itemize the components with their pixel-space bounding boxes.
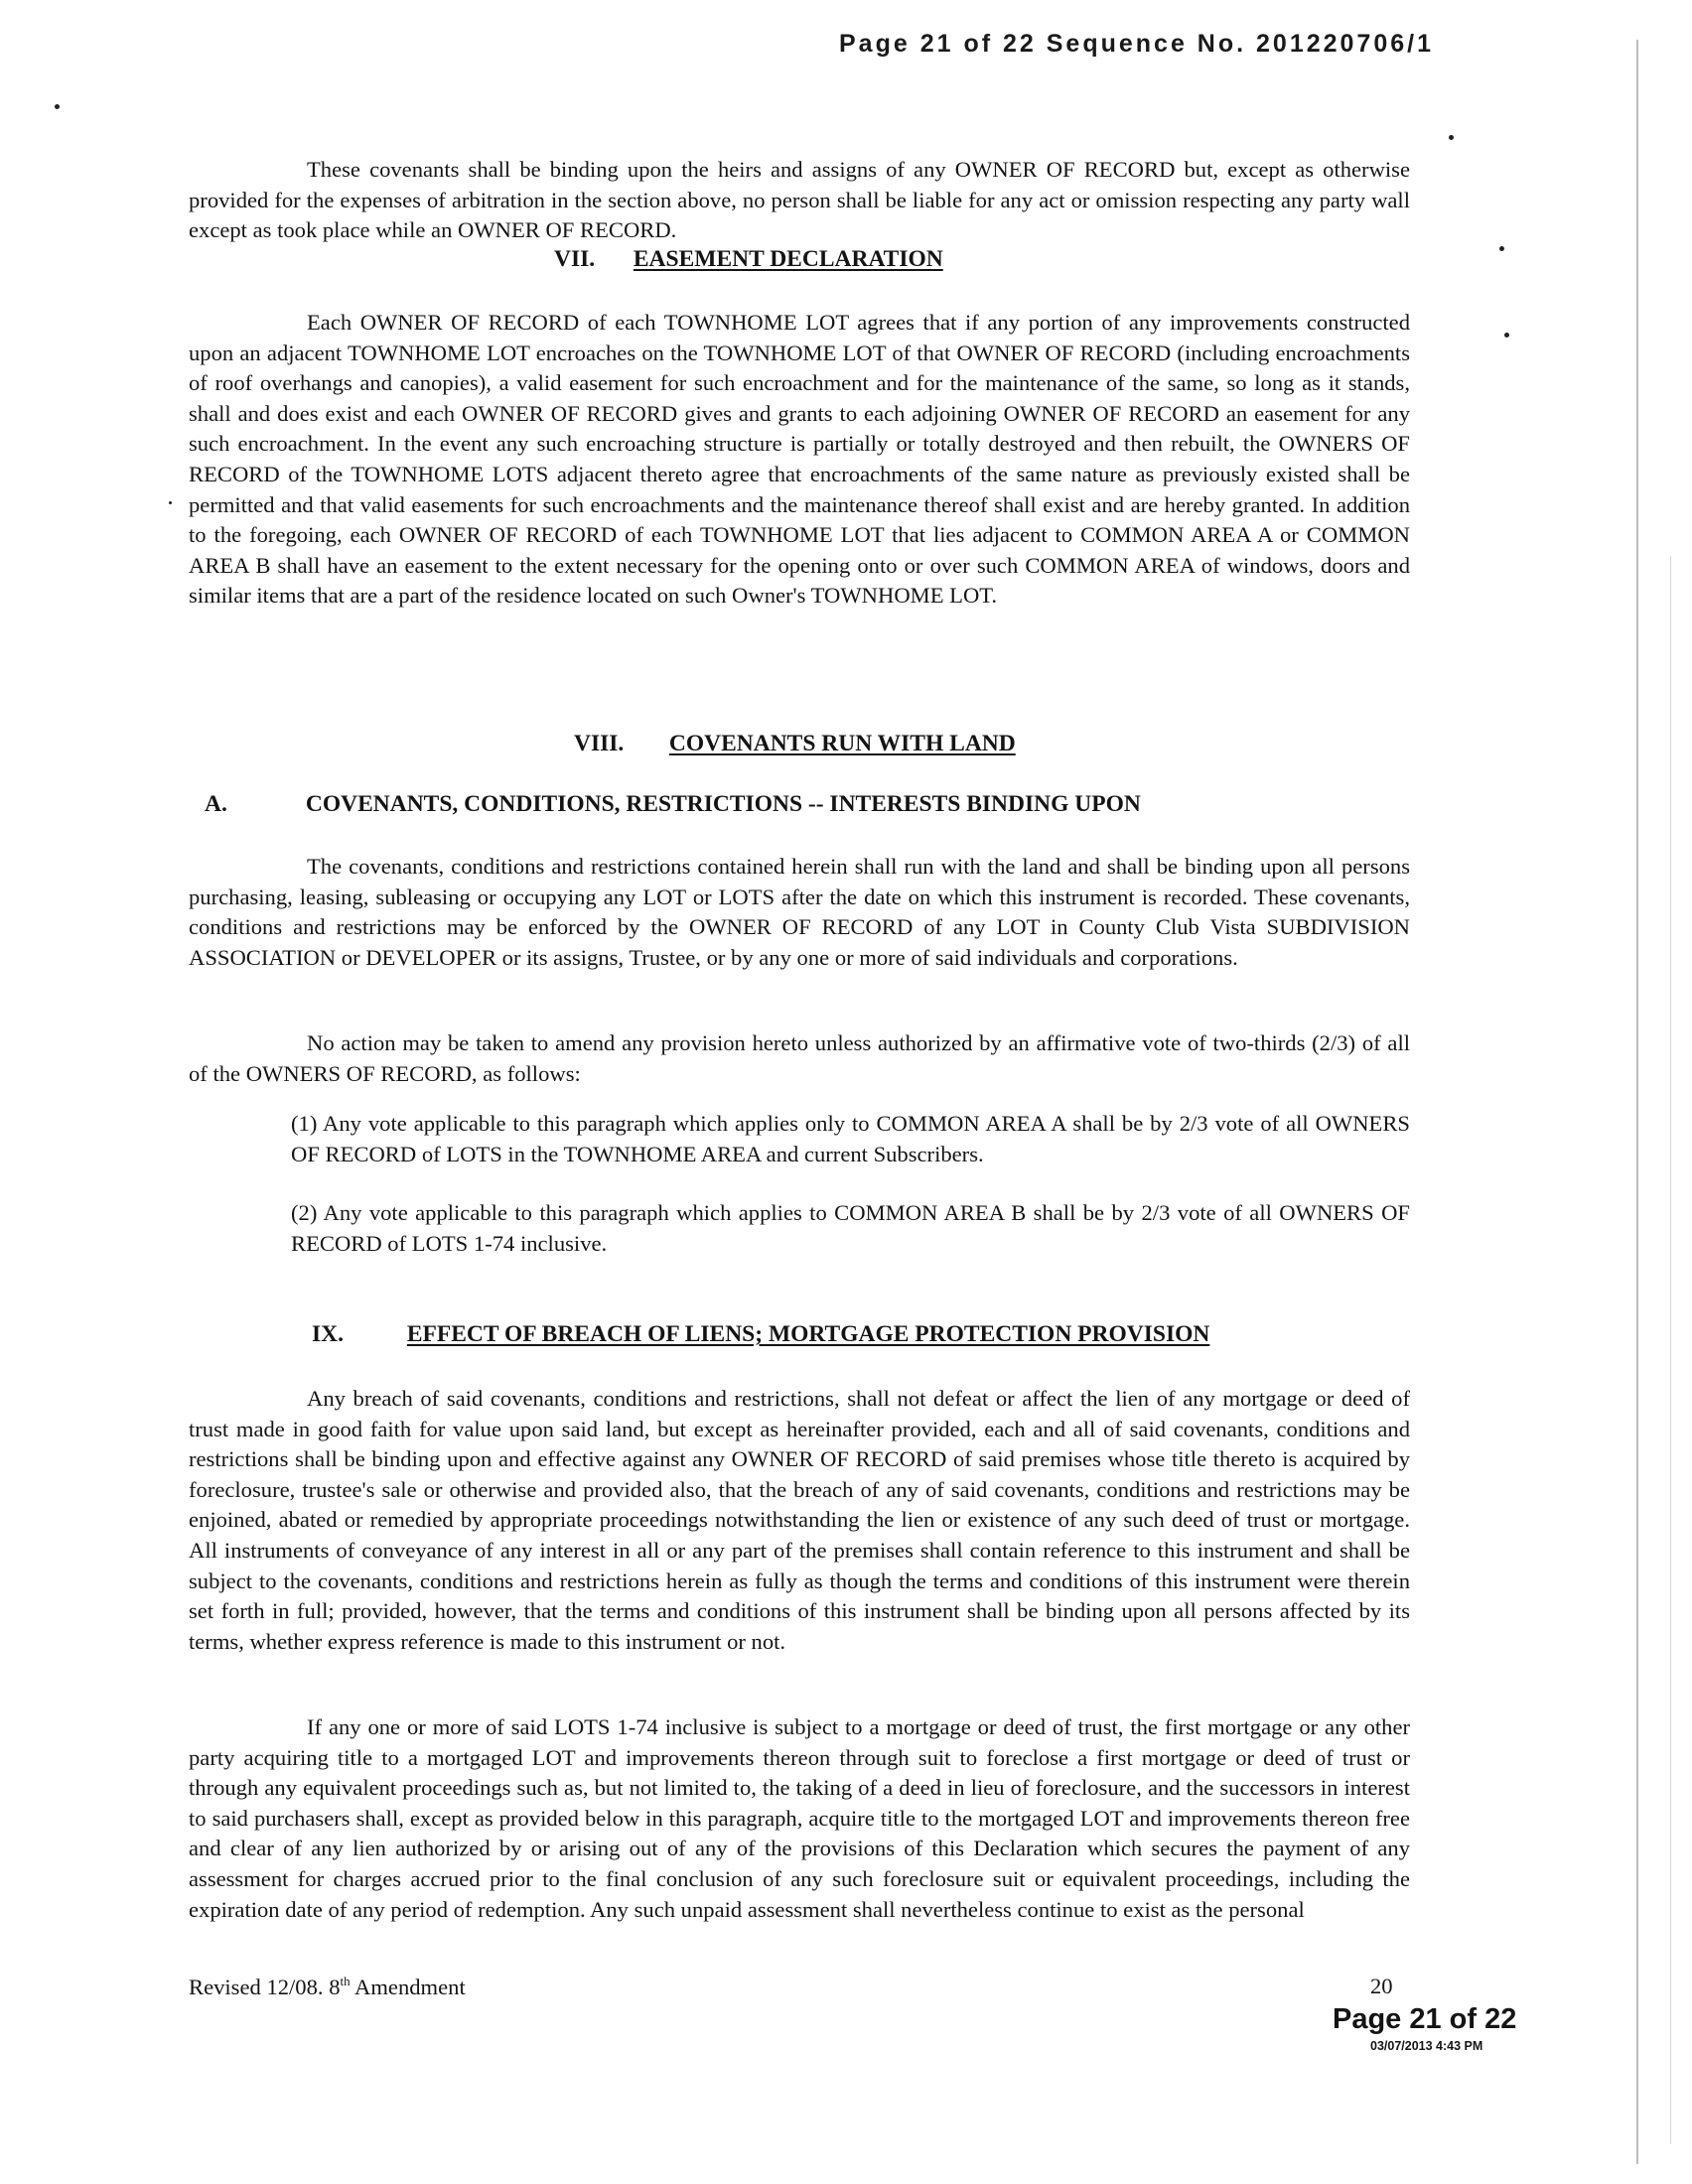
heading-viii-title: COVENANTS RUN WITH LAND [668, 731, 1016, 756]
scan-speck [169, 501, 172, 504]
paragraph-mortgage: If any one or more of said LOTS 1-74 inclusive is subject to a mortgage or deed of trust, the first mortgage or any other party acquiring title to a mortgaged LOT and improvements thereon through suit to foreclose a first mortgage or deed of trust or through any equivalent proceedings such as, but not limited to, the taking of a deed in lieu of foreclosure, and the successors in interest to said purchasers shall, except as provided below in this paragraph, acquire title to the mortgaged LOT and improvements thereon free and clear of any lien authorized by or arising out of any of the provisions of this Declaration which secures the payment of any assessment for charges accrued prior to the final conclusion of any such foreclosure suit or equivalent proceedings, including the expiration date of any period of redemption. Any such unpaid assessment shall nevertheless continue to exist as the personal [189, 1714, 1410, 1922]
heading-ix-number: IX. [312, 1321, 344, 1347]
heading-ix [312, 1321, 1209, 1348]
paragraph-easement: Each OWNER OF RECORD of each TOWNHOME LOT agrees that if any portion of any improvements constructed upon an adjacent TOWNHOME LOT encroaches on the TOWNHOME LOT of that OWNER OF RECORD (including encroachments of roof overhangs and canopies), a valid easement for such encroachment and for the maintenance of the same, so long as it stands, shall and does exist and each OWNER OF RECORD gives and grants to each adjoining OWNER OF RECORD an easement for any such encroachment. In the event any such encroaching structure is partially or totally destroyed and then rebuilt, the OWNERS OF RECORD of the TOWNHOME LOTS adjacent thereto agree that encroachments of the same nature as previously existed shall be permitted and that valid easements for such encroachments and the maintenance thereof shall exist and are hereby granted. In addition to the foregoing, each OWNER OF RECORD of each TOWNHOME LOT that lies adjacent to COMMON AREA A or COMMON AREA B shall have an easement to the extent necessary for the opening onto or over such COMMON AREA of windows, doors and similar items that are a part of the residence located on such Owner's TOWNHOME LOT. [189, 310, 1410, 609]
scan-edge-line [1636, 40, 1638, 2164]
paragraph-covenants-binding: These covenants shall be binding upon the heirs and assigns of any OWNER OF RECORD but, except as otherwise provided for the expenses of arbitration in the section above, no person shall be liable for any act or omission respecting any party wall except as took place while an OWNER OF RECORD. [189, 157, 1410, 243]
heading-vii-number: VII. [554, 246, 596, 272]
footer-revision: Revised 12/08. 8th Amendment [189, 1974, 466, 1999]
heading-a-title: COVENANTS, CONDITIONS, RESTRICTIONS -- INTERESTS BINDING UPON [305, 791, 1141, 817]
heading-vii-title: EASEMENT DECLARATION [633, 246, 943, 272]
heading-a-number: A. [205, 791, 227, 817]
stamp-datetime: 03/07/2013 4:43 PM [1370, 2039, 1483, 2053]
paragraph-vote-1: (1) Any vote applicable to this paragraph which applies only to COMMON AREA A shall be by 2/3 vote of all OWNERS OF RECORD of LOTS in the TOWNHOME AREA and current Subscribers. [291, 1111, 1410, 1166]
paragraph-vote-2: (2) Any vote applicable to this paragraph which applies to COMMON AREA B shall be by 2/3 vote of all OWNERS OF RECORD of LOTS 1-74 inclusive. [291, 1200, 1410, 1256]
header-sequence-line: Page 21 of 22 Sequence No. 201220706/1 [839, 30, 1434, 58]
heading-viii-number: VIII. [574, 731, 625, 756]
heading-vii [554, 246, 943, 273]
scan-speck [1449, 135, 1454, 140]
scan-edge-line-faint [1670, 556, 1671, 2144]
heading-a [205, 791, 1141, 818]
scan-speck [55, 104, 60, 109]
footer-page-number: 20 [1370, 1974, 1393, 1998]
paragraph-run-with-land: The covenants, conditions and restrictions contained herein shall run with the land and shall be binding upon all persons purchasing, leasing, subleasing or occupying any LOT or LOTS after the date on which this instrument is recorded. These covenants, conditions and restrictions may be enforced by the OWNER OF RECORD of any LOT in County Club Vista SUBDIVISION ASSOCIATION or DEVELOPER or its assigns, Trustee, or by any one or more of said individuals and corporations. [189, 854, 1410, 970]
scan-speck [1499, 246, 1504, 251]
paragraph-breach: Any breach of said covenants, conditions and restrictions, shall not defeat or affect the lien of any mortgage or deed of trust made in good faith for value upon said land, but except as hereinafter provided, each and all of said covenants, conditions and restrictions shall be binding upon and effective against any OWNER OF RECORD of said premises whose title thereto is acquired by foreclosure, trustee's sale or otherwise and provided also, that the breach of any of said covenants, conditions and restrictions may be enjoined, abated or remedied by appropriate proceedings notwithstanding the lien or existence of any such deed of trust or mortgage. All instruments of conveyance of any interest in all or any part of the premises shall contain reference to this instrument and shall be subject to the covenants, conditions and restrictions herein as fully as though the terms and conditions of this instrument were therein set forth in full; provided, however, that the terms and conditions of this instrument shall be binding upon all persons affected by its terms, whether express reference is made to this instrument or not. [189, 1386, 1410, 1654]
heading-viii [574, 731, 1016, 757]
stamp-page-count: Page 21 of 22 [1333, 2003, 1517, 2035]
heading-ix-title: EFFECT OF BREACH OF LIENS; MORTGAGE PROTECTION PROVISION [406, 1321, 1210, 1347]
scan-speck [1504, 333, 1509, 338]
paragraph-no-action: No action may be taken to amend any provision hereto unless authorized by an affirmative vote of two-thirds (2/3) of all of the OWNERS OF RECORD, as follows: [189, 1030, 1410, 1086]
